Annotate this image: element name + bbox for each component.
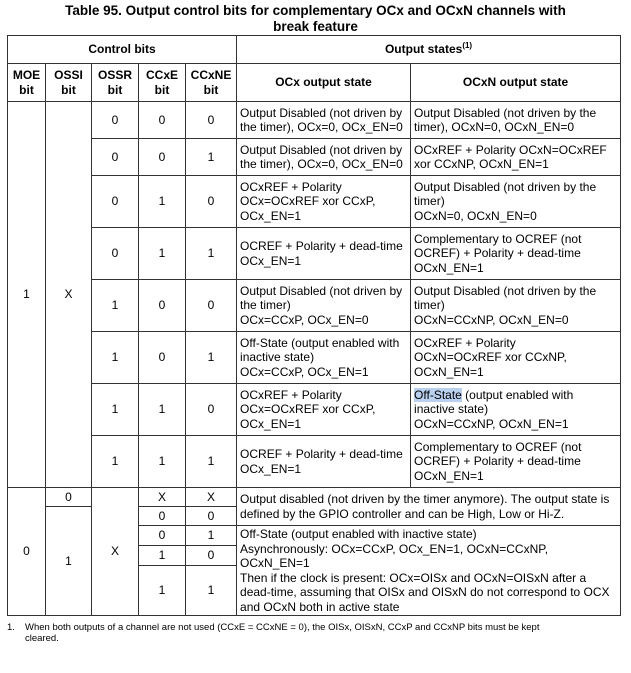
ossr-value: 0 — [92, 102, 139, 139]
ccxne-value: 0 — [186, 545, 237, 565]
ccxe-value: 1 — [139, 228, 186, 280]
ccxe-value: 0 — [139, 139, 186, 176]
ccxne-value: 0 — [186, 176, 237, 228]
ccxe-value: 0 — [139, 102, 186, 139]
ocxn-state-cell: Output Disabled (not driven by the timer) OCxN=CCxNP, OCxN_EN=0 — [411, 280, 621, 332]
ccxe-value: X — [139, 488, 186, 507]
ccxne-value: 0 — [186, 507, 237, 526]
ccxne-value: 1 — [186, 436, 237, 488]
ccxe-value: 0 — [139, 280, 186, 332]
selected-text-highlight[interactable]: Off-State — [414, 387, 462, 402]
ossr-value: 0 — [92, 228, 139, 280]
ossr-value: X — [92, 488, 139, 616]
table-row — [8, 102, 621, 139]
moe-header: MOE bit — [8, 64, 46, 102]
ccxne-value: 0 — [186, 280, 237, 332]
moe-value: 0 — [8, 488, 46, 616]
table-row — [8, 436, 621, 488]
table-title — [0, 3, 631, 35]
output-states-header: Output states$^{(1)}$ — [237, 36, 621, 64]
ossr-value: 1 — [92, 280, 139, 332]
off-state-cell: Off-State (output enabled with inactive state) Asynchronously: OCx=CCxP, OCx_EN=1, OCxN=CCxNP, OCxN_EN=1 Then if the clock is present: OCx=OISx and OCxN=OISxN after a dead-time, assuming that OISx and OISxN do not correspond to OCX and OCxN both in active state — [237, 526, 621, 616]
ocx-state-cell: Output Disabled (not driven by the timer), OCx=0, OCx_EN=0 — [237, 102, 411, 139]
ccxe-value: 0 — [139, 526, 186, 546]
table-title-line2: break feature — [273, 19, 358, 34]
ossi-value: X — [46, 102, 92, 488]
ccxe-value: 1 — [139, 565, 186, 615]
ossr-value: 1 — [92, 436, 139, 488]
ossr-header: OSSR bit — [92, 64, 139, 102]
ccxne-header: CCxNE bit — [186, 64, 237, 102]
ossr-value: 0 — [92, 139, 139, 176]
ocx-state-cell: OCxREF + Polarity OCx=OCxREF xor CCxP, OCx_EN=1 — [237, 176, 411, 228]
table-row — [8, 280, 621, 332]
ccxe-value: 1 — [139, 176, 186, 228]
ccxne-value: X — [186, 488, 237, 507]
ocxn-state-cell: Complementary to OCREF (not OCREF) + Polarity + dead-time OCxN_EN=1 — [411, 228, 621, 280]
ocxn-state-cell: Output Disabled (not driven by the timer), OCxN=0, OCxN_EN=0 — [411, 102, 621, 139]
footnote-number: 1. — [7, 622, 15, 633]
table-row — [8, 228, 621, 280]
ccxne-value: 1 — [186, 332, 237, 384]
ccxe-header: CCxE bit — [139, 64, 186, 102]
table-row — [8, 488, 621, 507]
moe-value: 1 — [8, 102, 46, 488]
ccxne-value: 1 — [186, 565, 237, 615]
ccxne-value: 0 — [186, 102, 237, 139]
control-bits-header: Control bits — [8, 36, 237, 64]
ocx-state-header: OCx output state — [237, 64, 411, 102]
header-row-2 — [8, 64, 621, 102]
table-row — [8, 332, 621, 384]
ccxne-value: 1 — [186, 228, 237, 280]
ossr-value: 1 — [92, 332, 139, 384]
ccxe-value: 1 — [139, 545, 186, 565]
ocx-state-cell: OCREF + Polarity + dead-time OCx_EN=1 — [237, 436, 411, 488]
table-title-line1: Table 95. Output control bits for complementary OCx and OCxN channels with — [65, 3, 566, 18]
ocx-state-cell: Output Disabled (not driven by the timer) OCx=CCxP, OCx_EN=0 — [237, 280, 411, 332]
ccxe-value: 1 — [139, 436, 186, 488]
ccxne-value: 0 — [186, 384, 237, 436]
ocx-state-cell: OCREF + Polarity + dead-time OCx_EN=1 — [237, 228, 411, 280]
ccxne-value: 1 — [186, 139, 237, 176]
ocxn-state-cell: Output Disabled (not driven by the timer) OCxN=0, OCxN_EN=0 — [411, 176, 621, 228]
footnote — [7, 622, 631, 644]
ossi-value: 0 — [46, 488, 92, 507]
ossi-header: OSSI bit — [46, 64, 92, 102]
ocxn-state-cell: Off-State (output enabled with inactive state) OCxN=CCxNP, OCxN_EN=1 — [411, 384, 621, 436]
ocxn-state-header: OCxN output state — [411, 64, 621, 102]
output-disabled-cell: Output disabled (not driven by the timer anymore). The output state is defined by the GPIO controller and can be High, Low or Hi-Z. — [237, 488, 621, 526]
footnote-text: When both outputs of a channel are not used (CCxE = CCxNE = 0), the OISx, OISxN, CCxP and CCxNP bits must be kept cleared. — [25, 622, 540, 644]
ossr-value: 0 — [92, 176, 139, 228]
ocx-state-cell: Output Disabled (not driven by the timer), OCx=0, OCx_EN=0 — [237, 139, 411, 176]
header-row-1 — [8, 36, 621, 64]
ocxn-state-cell: OCxREF + Polarity OCxN=OCxREF xor CCxNP, OCxN_EN=1 — [411, 139, 621, 176]
ocx-state-cell: OCxREF + Polarity OCx=OCxREF xor CCxP, OCx_EN=1 — [237, 384, 411, 436]
ccxe-value: 0 — [139, 332, 186, 384]
table-row — [8, 139, 621, 176]
ccxe-value: 1 — [139, 384, 186, 436]
ossi-value: 1 — [46, 507, 92, 616]
table-row — [8, 384, 621, 436]
ossr-value: 1 — [92, 384, 139, 436]
ocxn-state-cell: Complementary to OCREF (not OCREF) + Polarity + dead-time OCxN_EN=1 — [411, 436, 621, 488]
ccxne-value: 1 — [186, 526, 237, 546]
ocxn-state-cell: OCxREF + Polarity OCxN=OCxREF xor CCxNP, OCxN_EN=1 — [411, 332, 621, 384]
ccxe-value: 0 — [139, 507, 186, 526]
table-row — [8, 176, 621, 228]
output-control-table — [7, 35, 621, 616]
ocx-state-cell: Off-State (output enabled with inactive state) OCx=CCxP, OCx_EN=1 — [237, 332, 411, 384]
